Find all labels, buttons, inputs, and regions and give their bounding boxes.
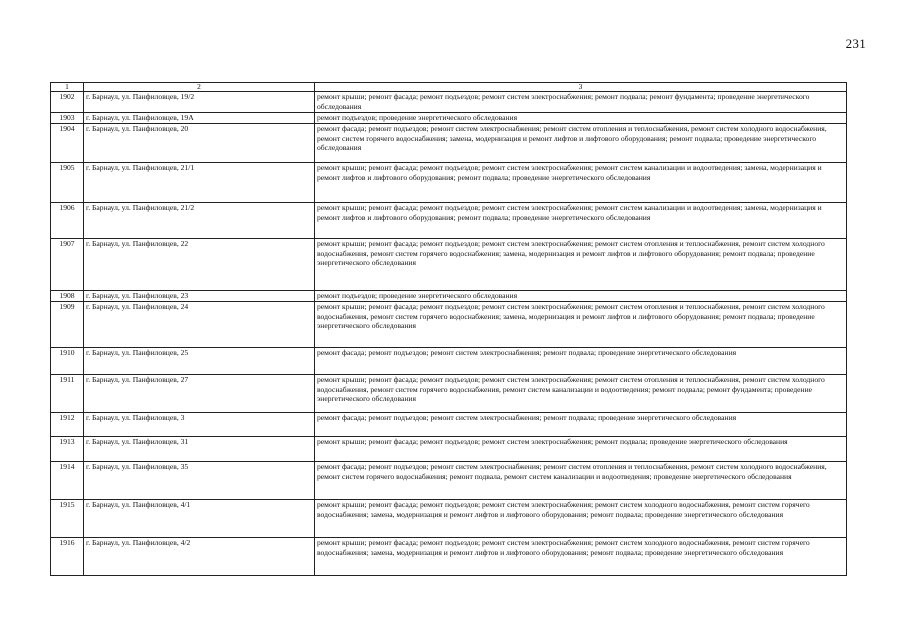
row-works: ремонт крыши; ремонт фасада; ремонт подъездов; ремонт систем электроснабжения; ремонт систем отопления и теплоснабжения, ремонт систем холодного водоснабжения, ремонт систем горячего водоснабжения; замена, модернизация и ремонт лифтов и лифтового оборудования; ремонт подвала; проведение энергетического обследования <box>315 239 847 291</box>
table-row <box>51 163 847 203</box>
row-address: г. Барнаул, ул. Панфиловцев, 24 <box>84 302 315 348</box>
row-number: 1906 <box>51 203 84 239</box>
row-number: 1905 <box>51 163 84 203</box>
row-works: ремонт крыши; ремонт фасада; ремонт подъездов; ремонт систем электроснабжения; ремонт систем холодного водоснабжения, ремонт систем горячего водоснабжения; замена, модернизация и ремонт лифтов и лифтового оборудования; ремонт подвала; проведение энергетического обследования <box>315 538 847 576</box>
table-row <box>51 538 847 576</box>
row-address: г. Барнаул, ул. Панфиловцев, 31 <box>84 437 315 462</box>
row-number: 1902 <box>51 92 84 113</box>
row-address: г. Барнаул, ул. Панфиловцев, 27 <box>84 375 315 413</box>
row-number: 1916 <box>51 538 84 576</box>
table-row <box>51 462 847 500</box>
table-row <box>51 375 847 413</box>
row-number: 1912 <box>51 413 84 437</box>
row-number: 1908 <box>51 291 84 302</box>
row-number: 1913 <box>51 437 84 462</box>
table-row <box>51 302 847 348</box>
table-header-row <box>51 83 847 92</box>
row-number: 1910 <box>51 348 84 375</box>
row-number: 1911 <box>51 375 84 413</box>
row-works: ремонт подъездов; проведение энергетического обследования <box>315 291 847 302</box>
row-address: г. Барнаул, ул. Панфиловцев, 21/2 <box>84 203 315 239</box>
table-row <box>51 348 847 375</box>
row-address: г. Барнаул, ул. Панфиловцев, 22 <box>84 239 315 291</box>
registry-table <box>50 82 847 576</box>
row-address: г. Барнаул, ул. Панфиловцев, 21/1 <box>84 163 315 203</box>
table-row <box>51 124 847 163</box>
row-works: ремонт крыши; ремонт фасада; ремонт подъездов; ремонт систем электроснабжения; ремонт подвала; проведение энергетического обследования <box>315 437 847 462</box>
row-address: г. Барнаул, ул. Панфиловцев, 19А <box>84 113 315 124</box>
table-row <box>51 92 847 113</box>
row-number: 1907 <box>51 239 84 291</box>
table-row <box>51 291 847 302</box>
row-works: ремонт фасада; ремонт подъездов; ремонт систем электроснабжения; ремонт систем отопления и теплоснабжения, ремонт систем холодного водоснабжения, ремонт систем горячего водоснабжения; ремонт подвала, ремонт систем канализации и водоотведения; проведение энергетического обследования <box>315 462 847 500</box>
column-header-number: 1 <box>51 83 84 92</box>
row-works: ремонт крыши; ремонт фасада; ремонт подъездов; ремонт систем электроснабжения; ремонт систем отопления и теплоснабжения, ремонт систем холодного водоснабжения, ремонт систем горячего водоснабжения; замена, модернизация и ремонт лифтов и лифтового оборудования; ремонт подвала; проведение энергетического обследования <box>315 302 847 348</box>
row-works: ремонт крыши; ремонт фасада; ремонт подъездов; ремонт систем электроснабжения; ремонт систем канализации и водоотведения; замена, модернизация и ремонт лифтов и лифтового оборудования; ремонт подвала; проведение энергетического обследования <box>315 203 847 239</box>
table-row <box>51 203 847 239</box>
row-number: 1903 <box>51 113 84 124</box>
row-works: ремонт подъездов; проведение энергетического обследования <box>315 113 847 124</box>
row-address: г. Барнаул, ул. Панфиловцев, 25 <box>84 348 315 375</box>
column-header-address: 2 <box>84 83 315 92</box>
table-row <box>51 413 847 437</box>
row-address: г. Барнаул, ул. Панфиловцев, 20 <box>84 124 315 163</box>
table-row <box>51 113 847 124</box>
row-works: ремонт фасада; ремонт подъездов; ремонт систем электроснабжения; ремонт подвала; проведение энергетического обследования <box>315 348 847 375</box>
row-address: г. Барнаул, ул. Панфиловцев, 19/2 <box>84 92 315 113</box>
column-header-works: 3 <box>315 83 847 92</box>
row-works: ремонт крыши; ремонт фасада; ремонт подъездов; ремонт систем электроснабжения; ремонт систем отопления и теплоснабжения, ремонт систем холодного водоснабжения, ремонт систем горячего водоснабжения, ремонт систем канализации и водоотведения; ремонт подвала; ремонт фундамента; проведение энергетического обследования <box>315 375 847 413</box>
row-address: г. Барнаул, ул. Панфиловцев, 35 <box>84 462 315 500</box>
row-works: ремонт фасада; ремонт подъездов; ремонт систем электроснабжения; ремонт систем отопления и теплоснабжения, ремонт систем холодного водоснабжения, ремонт систем горячего водоснабжения; замена, модернизация и ремонт лифтов и лифтового оборудования; ремонт подвала; проведение энергетического обследования <box>315 124 847 163</box>
row-works: ремонт крыши; ремонт фасада; ремонт подъездов; ремонт систем электроснабжения; ремонт систем канализации и водоотведения; замена, модернизация и ремонт лифтов и лифтового оборудования; ремонт подвала; проведение энергетического обследования <box>315 163 847 203</box>
row-works: ремонт крыши; ремонт фасада; ремонт подъездов; ремонт систем электроснабжения; ремонт подвала; ремонт фундамента; проведение энергетического обследования <box>315 92 847 113</box>
row-address: г. Барнаул, ул. Панфиловцев, 23 <box>84 291 315 302</box>
row-works: ремонт крыши; ремонт фасада; ремонт подъездов; ремонт систем электроснабжения; ремонт систем холодного водоснабжения, ремонт систем горячего водоснабжения; замена, модернизация и ремонт лифтов и лифтового оборудования; ремонт подвала; проведение энергетического обследования <box>315 500 847 538</box>
row-number: 1914 <box>51 462 84 500</box>
row-address: г. Барнаул, ул. Панфиловцев, 3 <box>84 413 315 437</box>
page-number: 231 <box>845 36 866 51</box>
table-row <box>51 239 847 291</box>
row-number: 1909 <box>51 302 84 348</box>
row-works: ремонт фасада; ремонт подъездов; ремонт систем электроснабжения; ремонт подвала; проведение энергетического обследования <box>315 413 847 437</box>
row-number: 1904 <box>51 124 84 163</box>
row-address: г. Барнаул, ул. Панфиловцев, 4/2 <box>84 538 315 576</box>
row-number: 1915 <box>51 500 84 538</box>
table-row <box>51 500 847 538</box>
row-address: г. Барнаул, ул. Панфиловцев, 4/1 <box>84 500 315 538</box>
table-row <box>51 437 847 462</box>
